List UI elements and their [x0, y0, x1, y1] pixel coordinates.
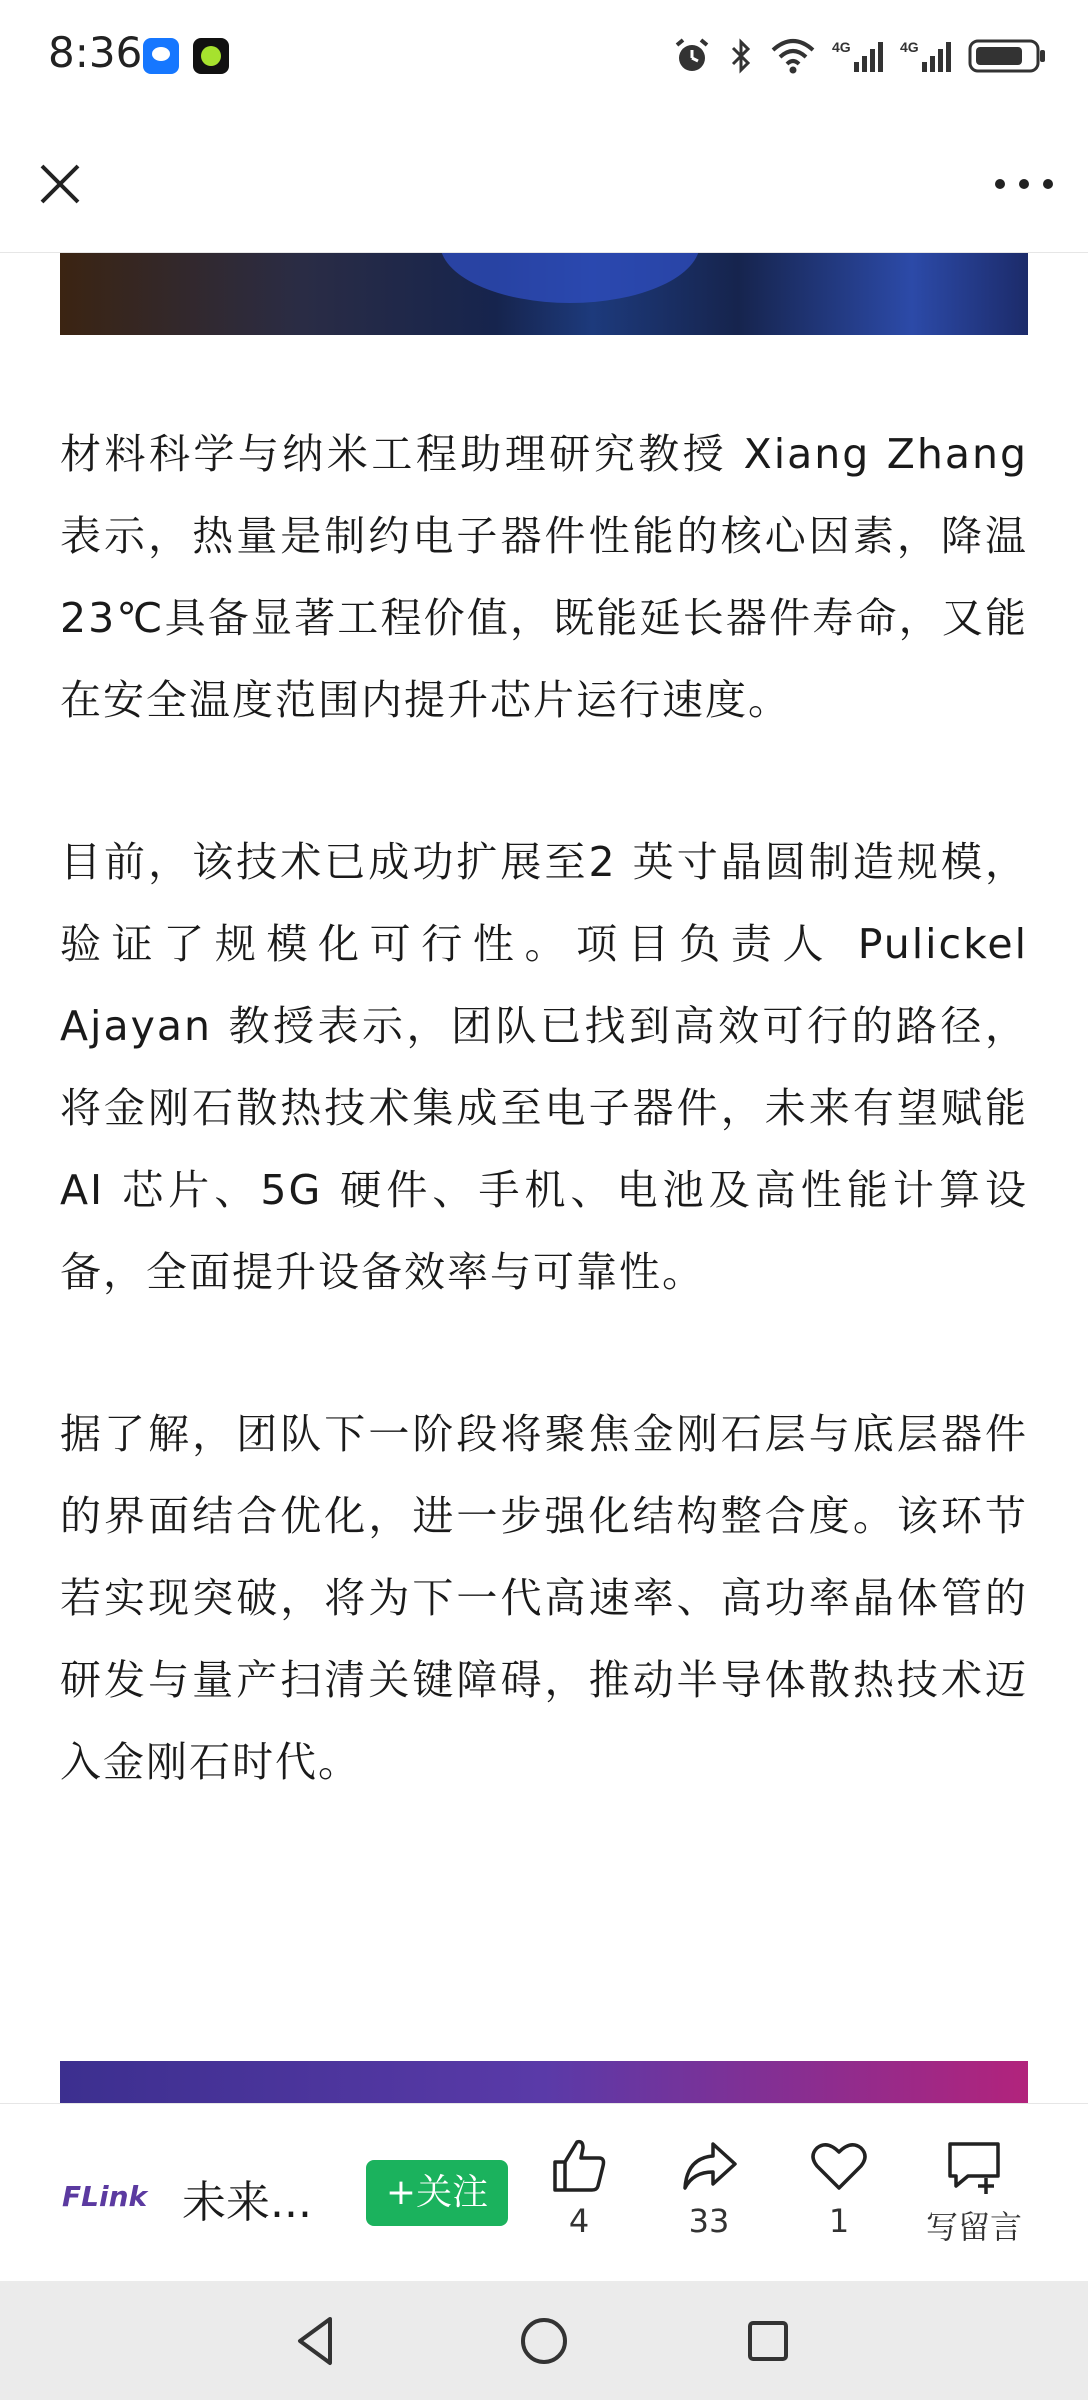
article-paragraph: 据了解，团队下一阶段将聚焦金刚石层与底层器件的界面结合优化，进一步强化结构整合度。该环节若实现突破，将为下一代高速率、高功率晶体管的研发与量产扫清关键障碍，推动半导体散热技术迈入金刚石时代。	[60, 1410, 1028, 1786]
close-button[interactable]	[28, 152, 92, 216]
like-button[interactable]	[524, 2134, 634, 2254]
back-icon	[286, 2311, 346, 2371]
network-label: 4G	[900, 39, 919, 55]
signal-4g-icon	[832, 36, 884, 76]
status-bar	[0, 0, 1088, 112]
home-button[interactable]	[514, 2311, 574, 2371]
comment-label: 写留言	[925, 2208, 1022, 2246]
article-paragraph: 目前，该技术已成功扩展至2 英寸晶圆制造规模，验证了规模化可行性。项目负责人 Pulickel Ajayan 教授表示，团队已找到高效可行的路径，将金刚石散热技术集成至电子器件，未来有望赋能 AI 芯片、5G 硬件、手机、电池及高性能计算设备，全面提升设备效率与可靠性。	[60, 838, 1028, 1296]
article-banner-image	[60, 2061, 1028, 2103]
author-name[interactable]: 未来...	[182, 2177, 312, 2228]
comment-icon	[942, 2134, 1006, 2198]
article-image	[60, 253, 1028, 335]
recents-icon	[738, 2311, 798, 2371]
app-notification-icon	[143, 38, 179, 74]
favorite-button[interactable]	[784, 2134, 894, 2254]
status-icons	[672, 34, 1048, 78]
favorite-count: 1	[828, 2202, 850, 2240]
back-button[interactable]	[286, 2311, 346, 2371]
status-time: 8:36	[48, 28, 143, 77]
article-content[interactable]	[0, 253, 1088, 2103]
thumbs-up-icon	[547, 2134, 611, 2198]
system-nav-bar	[0, 2281, 1088, 2400]
app-notification-icon	[193, 38, 229, 74]
share-count: 33	[688, 2202, 730, 2240]
bottom-action-bar	[0, 2103, 1088, 2282]
author-logo[interactable]: FLink	[62, 2180, 148, 2213]
article-paragraph: 材料科学与纳米工程助理研究教授 Xiang Zhang 表示，热量是制约电子器件性能的核心因素，降温 23℃具备显著工程价值，既能延长器件寿命，又能在安全温度范围内提升芯片运行速度。	[60, 430, 1028, 724]
like-count: 4	[568, 2202, 590, 2240]
battery-icon	[968, 36, 1048, 76]
bluetooth-icon	[728, 36, 754, 76]
top-bar	[0, 112, 1088, 253]
follow-button[interactable]: +关注	[366, 2160, 508, 2226]
close-icon	[28, 152, 92, 216]
wifi-icon	[770, 36, 816, 76]
recents-button[interactable]	[738, 2311, 798, 2371]
article-body	[60, 413, 1028, 1883]
signal-4g-icon	[900, 36, 952, 76]
home-icon	[514, 2311, 574, 2371]
more-icon	[988, 160, 1060, 208]
heart-icon	[807, 2134, 871, 2198]
alarm-icon	[672, 36, 712, 76]
share-icon	[677, 2134, 741, 2198]
network-label: 4G	[832, 39, 851, 55]
share-button[interactable]	[654, 2134, 764, 2254]
more-options-button[interactable]	[988, 160, 1060, 208]
comment-button[interactable]	[914, 2134, 1034, 2254]
